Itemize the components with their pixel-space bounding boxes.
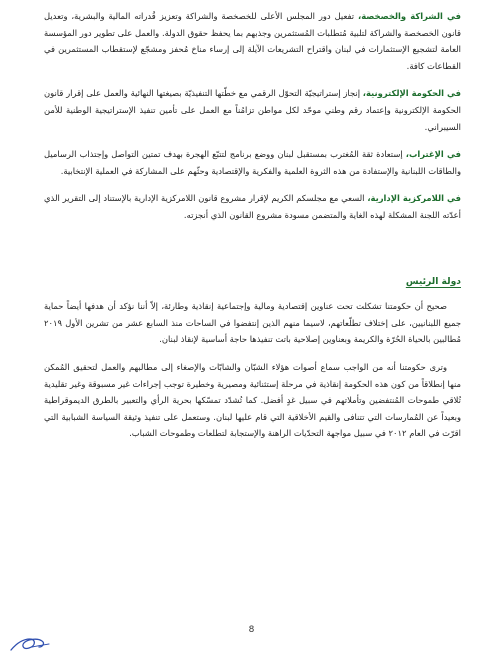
paragraph-keyword: في اللامركزية الإدارية، [367,193,461,204]
document-body [44,8,461,453]
section-paragraph: صحيح أن حكومتنا تشكلت تحت عناوين إقتصادية ومالية وإجتماعية إنقاذية وطارئة، إلاّ أننا نؤكد أن هدفها أيضاً حماية جميع اللبنانيين، على إختلاف تطلّعاتهم، لاسيما منهم الذين إنتفضوا في الساحات منذ السابع عشر من تشرين الأول ٢٠١٩ مُطالبين بالحياة الحُرّة والكريمة وبعناوين إصلاحية باتت تنفيذها حاجة أساسية لإنقاذ لبنان. [44,301,461,345]
paragraph-e-government [44,85,461,135]
paragraph-text: إنجاز إستراتيجيّة التحوّل الرقمي مع خطّتها التنفيذيّة بصيغتها النهائية والعمل على إقرار قانون الحكومة الإلكترونية وإعتماد رقم وطني موحّد لكل مواطن تزامُناً مع العمل على تأمين تنفيذ الإستراتيجية الوطنية للأمن السيبراني. [44,88,461,132]
paragraph-text: إستعادة ثقة المُغترب بمستقبل لبنان ووضع برنامج لتتبّع الهجرة بهدف تمتين التواصل وإجتذاب الرساميل والطاقات اللبنانية والإستفادة من هذه الثروة العلمية والفكرية والإقتصادية وحثّهم على المشاركة في العملية الإنتخابية. [44,149,461,176]
page-number: 8 [248,625,255,635]
section-heading: دولة الرئيس [405,275,461,287]
paragraph-text: السعي مع مجلسكم الكريم لإقرار مشروع قانون اللامركزية الإدارية بالإستناد إلى التقرير الذي أعدّته اللجنة المشكلة لهذه الغاية والمتضمن مسودة مشروع القانون الذي أنجزته. [44,193,461,220]
paragraph-keyword: في الحكومة الإلكترونية، [362,88,461,99]
paragraph-privatization [44,8,461,74]
paragraph-decentralization [44,190,461,223]
section-paragraph: وترى حكومتنا أنه من الواجب سماع أصوات هؤلاء الشبّان والشابّات والإصغاء إلى مطالبهم والعمل لتحقيق المُمكن منها إنطلاقاً من كون هذه الحكومة إنقاذية في مرحلة إستثنائية ومصيرية وخطيرة توجب إجراءات غير مسبوقة وغير تقليدية تُلاقي طموحات المُنتفضين وتأملاتهم في سبيل غدٍ أفضل. كما تُشدّد تمسّكها بحرية الرأي والتعبير بالطرق الديموقراطية وبعيداً عن المُمارسات التي تتنافى والقيم الأخلاقية التي قام عليها لبنان. وستعمل على تنفيذ وثيقة السياسة الشبابية التي اقرّت في العام ٢٠١٢ في سبيل مواجهة التحدّيات الراهنة والإستجابة لتطلعات وطموحات الشباب. [44,361,461,439]
handwritten-signature [8,616,52,658]
paragraph-keyword: في الإغتراب، [405,149,461,160]
paragraph-text: تفعيل دور المجلس الأعلى للخصخصة والشراكة وتعزيز قُدراته المالية والبشرية، وتعديل قانون الخصخصة والشراكة لتلبية مُتطلبات المُستثمرين وجذبهم بما يحفظ حقوق الدولة. والعمل على تطوير دور المؤسسة العامة لتشجيع الإستثمارات في لبنان واقتراح التشريعات الآيلة إلى إرساء مناخ مُحفز ومشجّع لإستقطاب المستثمرين في القطاعات كافة. [44,11,461,71]
paragraph-expatriates [44,146,461,179]
paragraph-keyword: في الشراكة والخصخصة، [358,11,461,21]
